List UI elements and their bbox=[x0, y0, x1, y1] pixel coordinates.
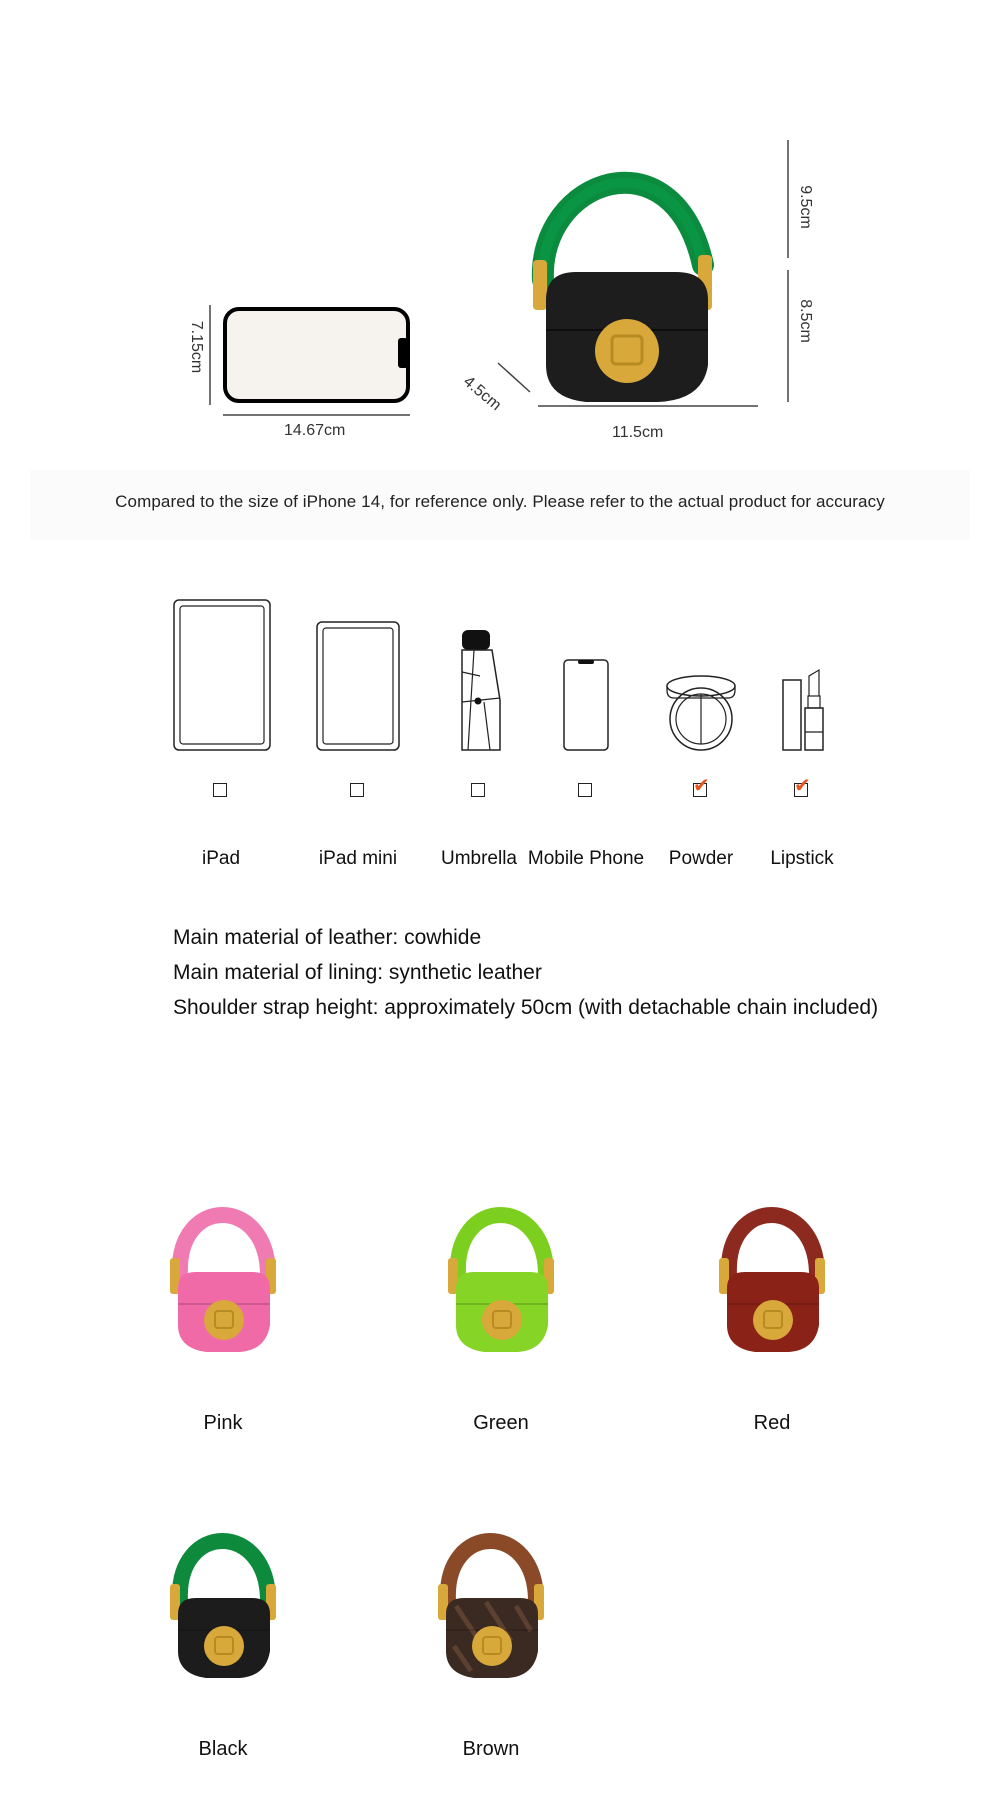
color-card-green bbox=[401, 1180, 601, 1440]
color-name-black: Black bbox=[198, 1738, 248, 1760]
spec-lining: Main material of lining: synthetic leather bbox=[173, 961, 542, 984]
main-bag-image bbox=[458, 140, 838, 430]
ipad-label: iPad bbox=[201, 848, 241, 869]
mobile-phone-checkbox bbox=[578, 783, 592, 797]
capacity-item-ipad bbox=[146, 590, 296, 880]
lipstick-icon bbox=[727, 590, 877, 760]
color-name-red: Red bbox=[753, 1412, 791, 1434]
ipad-icon bbox=[146, 590, 296, 760]
umbrella-checkbox bbox=[471, 783, 485, 797]
capacity-item-lipstick bbox=[727, 590, 877, 880]
mobile-phone-label: Mobile Phone bbox=[527, 848, 645, 869]
umbrella-label: Umbrella bbox=[440, 848, 518, 869]
color-card-pink bbox=[123, 1180, 323, 1440]
bag-width-label: 11.5cm bbox=[612, 424, 664, 441]
spec-leather: Main material of leather: cowhide bbox=[173, 926, 482, 949]
pink-bag-image bbox=[148, 1180, 298, 1360]
lipstick-checkbox bbox=[794, 775, 811, 797]
phone-height-label: 7.15cm bbox=[188, 320, 206, 374]
color-card-black bbox=[123, 1506, 323, 1766]
material-specs bbox=[173, 920, 878, 1025]
color-card-red bbox=[672, 1180, 872, 1440]
bag-depth-label: 4.5cm bbox=[459, 373, 505, 415]
powder-label: Powder bbox=[668, 848, 734, 869]
phone-width-label: 14.67cm bbox=[284, 422, 346, 439]
color-name-pink: Pink bbox=[203, 1412, 243, 1434]
body-height-label: 8.5cm bbox=[796, 299, 814, 343]
ipad-checkbox bbox=[213, 783, 227, 797]
handle-height-label: 9.5cm bbox=[796, 185, 814, 229]
black-bag-image bbox=[148, 1506, 298, 1686]
size-caption: Compared to the size of iPhone 14, for reference only. Please refer to the actual product for accuracy bbox=[115, 492, 885, 511]
red-bag-image bbox=[697, 1180, 847, 1360]
spec-strap: Shoulder strap height: approximately 50cm (with detachable chain included) bbox=[173, 996, 879, 1019]
lipstick-label: Lipstick bbox=[770, 848, 834, 869]
green-bag-image bbox=[426, 1180, 576, 1360]
lipstick-checkmark-icon: ✔ bbox=[794, 775, 811, 797]
ipad-mini-label: iPad mini bbox=[318, 848, 398, 869]
powder-checkbox bbox=[693, 775, 710, 797]
powder-checkmark-icon: ✔ bbox=[693, 775, 710, 797]
brown-bag-image bbox=[416, 1506, 566, 1686]
color-name-green: Green bbox=[473, 1412, 529, 1434]
color-name-brown: Brown bbox=[462, 1738, 520, 1760]
color-card-brown bbox=[391, 1506, 591, 1766]
ipad-mini-checkbox bbox=[350, 783, 364, 797]
